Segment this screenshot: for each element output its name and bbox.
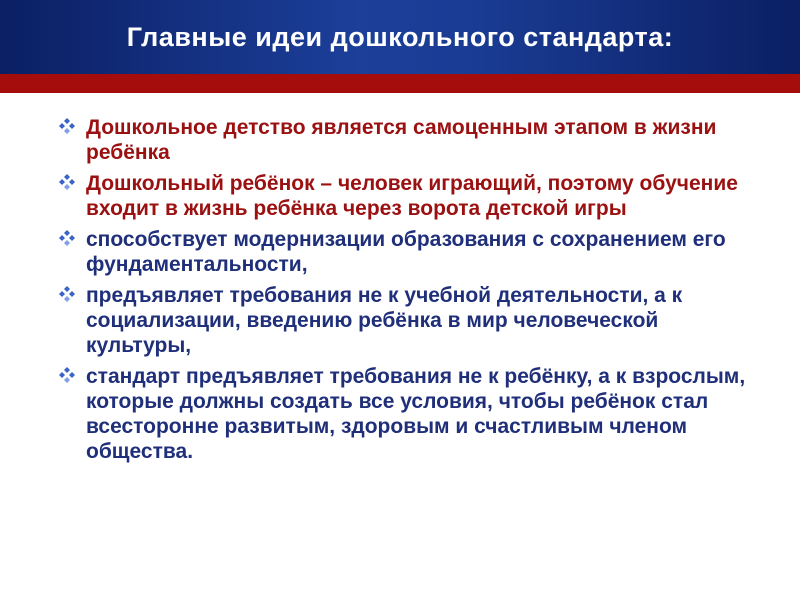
diamond-cluster-icon bbox=[58, 229, 76, 247]
bullet-list bbox=[58, 115, 758, 470]
list-item-text: способствует модернизации образования с сохранением его фундаментальности, bbox=[86, 228, 726, 276]
list-item bbox=[58, 283, 758, 358]
list-item-text: Дошкольное детство является самоценным этапом в жизни ребёнка bbox=[86, 116, 717, 164]
title-header bbox=[0, 0, 800, 74]
slide-title: Главные идеи дошкольного стандарта: bbox=[126, 22, 674, 52]
diamond-cluster-icon bbox=[58, 117, 76, 135]
diamond-cluster-icon bbox=[58, 366, 76, 384]
list-item-text: стандарт предъявляет требования не к ребёнку, а к взрослым, которые должны создать все условия, чтобы ребёнок стал всесторонне развитым, здоровым и счастливым членом общества. bbox=[86, 365, 746, 463]
list-item bbox=[58, 171, 758, 221]
list-item-text: предъявляет требования не к учебной деятельности, а к социализации, введению ребёнка в мир человеческой культуры, bbox=[86, 284, 683, 357]
accent-bar bbox=[0, 74, 800, 93]
list-item-text: Дошкольный ребёнок – человек играющий, поэтому обучение входит в жизнь ребёнка через ворота детской игры bbox=[86, 172, 738, 220]
list-item bbox=[58, 227, 758, 277]
diamond-cluster-icon bbox=[58, 173, 76, 191]
list-item bbox=[58, 364, 758, 464]
diamond-cluster-icon bbox=[58, 285, 76, 303]
list-item bbox=[58, 115, 758, 165]
